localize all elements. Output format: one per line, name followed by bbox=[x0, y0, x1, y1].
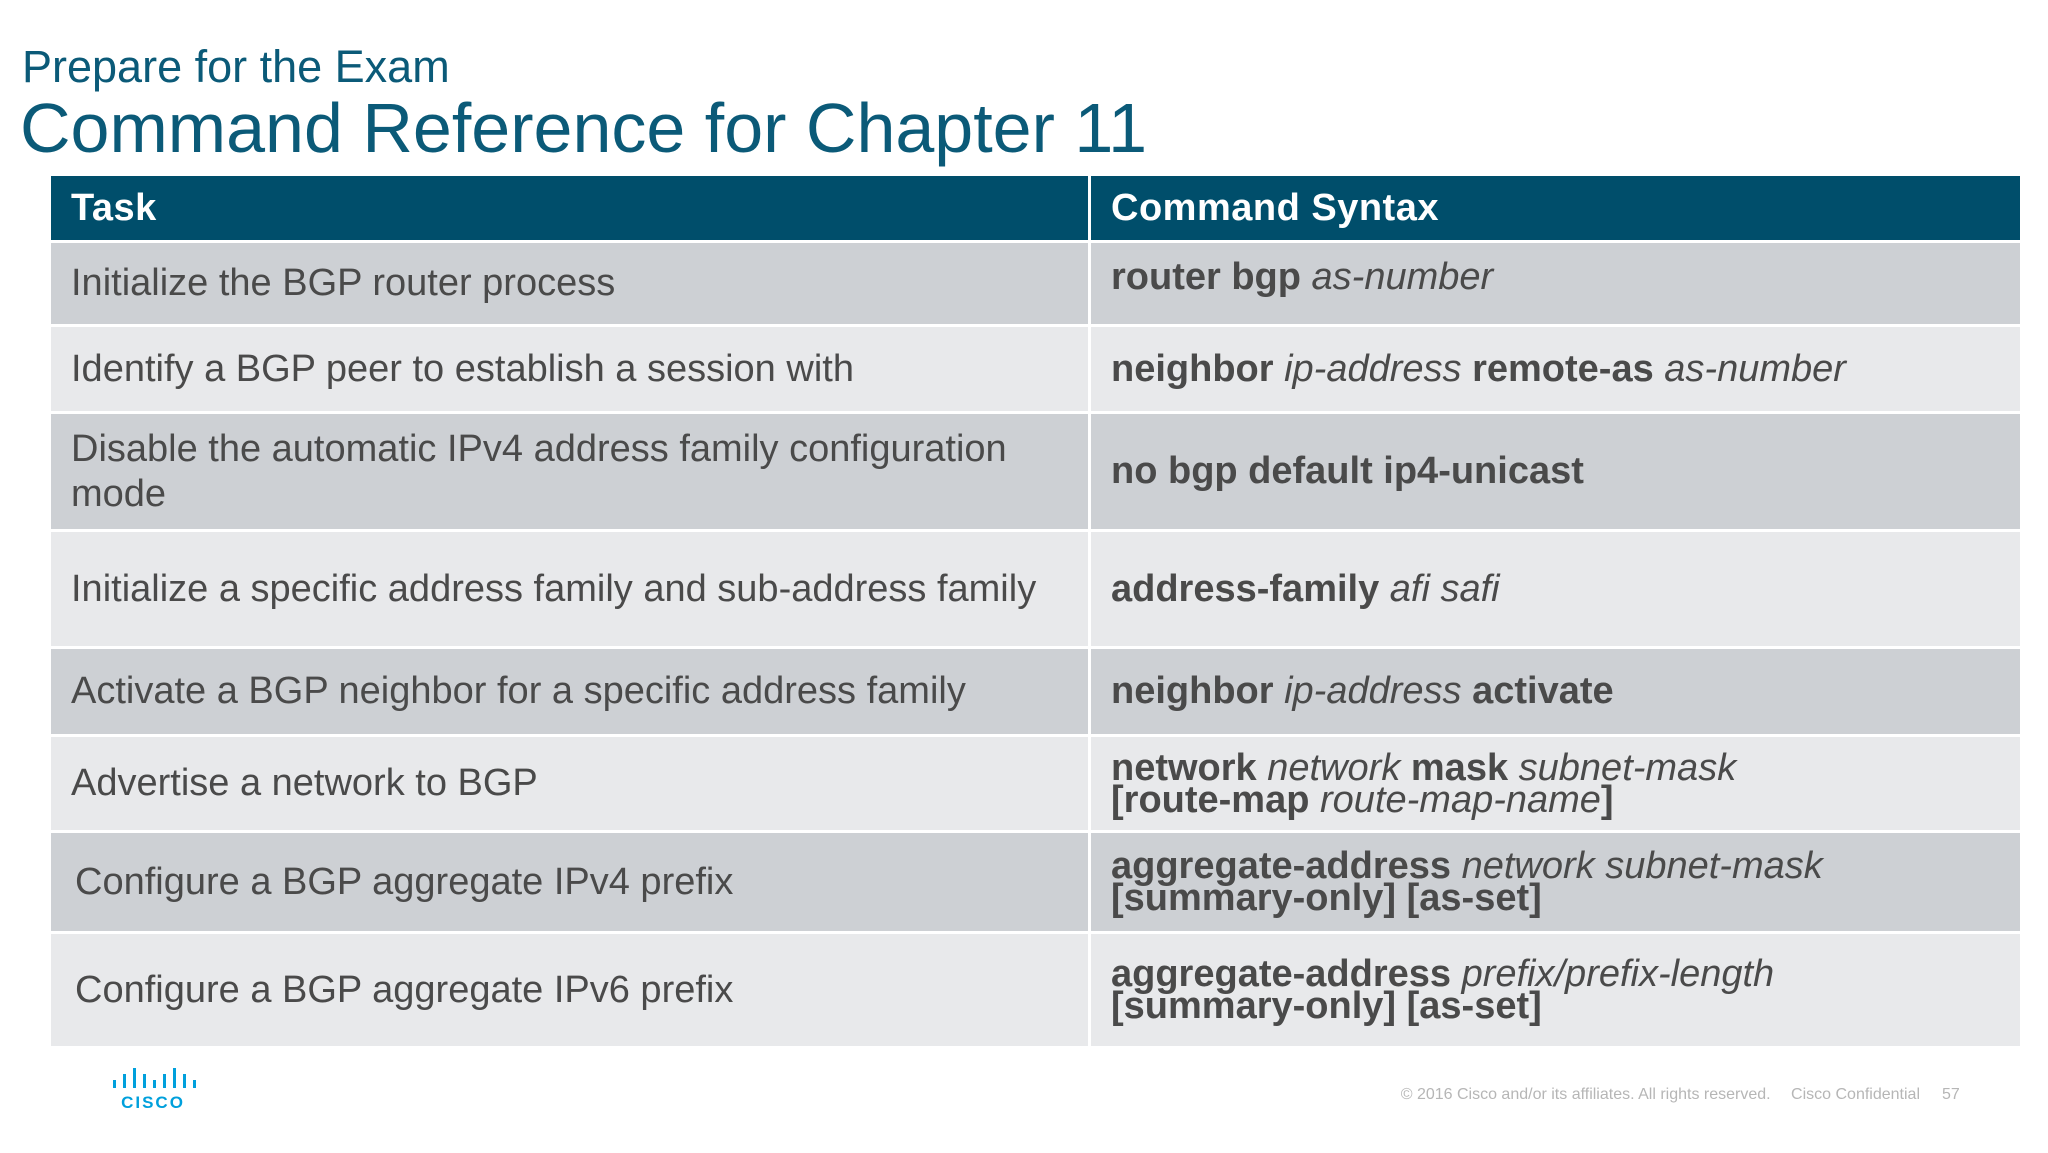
table-row bbox=[50, 326, 2022, 413]
table-row bbox=[50, 648, 2022, 736]
page-number: 57 bbox=[1942, 1086, 1960, 1103]
command-keyword: mask bbox=[1410, 746, 1509, 789]
command-cell bbox=[1090, 832, 2022, 933]
column-header-task: Task bbox=[50, 175, 1090, 242]
command-space bbox=[1462, 670, 1473, 712]
command-argument: ip-address bbox=[1284, 670, 1462, 712]
page-title: Command Reference for Chapter 11 bbox=[20, 89, 1148, 167]
command-cell bbox=[1090, 413, 2022, 531]
task-cell: Initialize a specific address family and sub-address family bbox=[50, 531, 1090, 648]
command-argument: subnet-mask bbox=[1518, 746, 1737, 789]
command-reference-table bbox=[48, 173, 2023, 1049]
command-cell bbox=[1090, 326, 2022, 413]
logo-bar bbox=[173, 1068, 176, 1088]
logo-bar bbox=[153, 1080, 156, 1088]
command-space bbox=[1462, 348, 1473, 390]
footer-legal bbox=[1385, 1086, 1920, 1104]
command-argument: as-number bbox=[1311, 256, 1494, 298]
command-cell bbox=[1090, 531, 2022, 648]
cisco-logo bbox=[110, 1068, 196, 1110]
command-keyword: neighbor bbox=[1111, 347, 1274, 390]
task-cell: Activate a BGP neighbor for a specific address family bbox=[50, 648, 1090, 736]
logo-bar bbox=[163, 1074, 166, 1088]
table-header-row bbox=[50, 175, 2022, 242]
logo-bar bbox=[183, 1074, 186, 1088]
command-keyword: activate bbox=[1472, 670, 1614, 712]
logo-bar bbox=[193, 1080, 196, 1088]
command-space bbox=[1379, 568, 1390, 610]
command-keyword: aggregate-address bbox=[1111, 953, 1452, 995]
logo-bar bbox=[143, 1074, 146, 1088]
command-keyword: network bbox=[1111, 746, 1257, 789]
command-space bbox=[1274, 670, 1285, 712]
command-cell bbox=[1090, 736, 2022, 832]
command-space bbox=[1309, 779, 1320, 821]
command-keyword: ] bbox=[1600, 778, 1614, 821]
confidential-label: Cisco Confidential bbox=[1791, 1086, 1920, 1103]
table-row bbox=[50, 736, 2022, 832]
command-keyword: address-family bbox=[1111, 567, 1380, 610]
copyright-notice: © 2016 Cisco and/or its affiliates. All rights reserved. bbox=[1400, 1086, 1771, 1103]
command-argument: route-map-name bbox=[1320, 778, 1601, 821]
table-row bbox=[50, 413, 2022, 531]
task-cell: Configure a BGP aggregate IPv6 prefix bbox=[50, 933, 1090, 1048]
command-cell bbox=[1090, 648, 2022, 736]
command-keyword: [summary-only] [as-set] bbox=[1111, 985, 1542, 1027]
table-row bbox=[50, 531, 2022, 648]
logo-bar bbox=[123, 1074, 126, 1088]
command-argument: ip-address bbox=[1284, 347, 1462, 390]
command-cell bbox=[1090, 933, 2022, 1048]
command-cell bbox=[1090, 242, 2022, 326]
command-keyword: aggregate-address bbox=[1111, 845, 1452, 887]
task-cell: Disable the automatic IPv4 address family configuration mode bbox=[50, 413, 1090, 531]
command-argument: afi safi bbox=[1389, 567, 1500, 610]
section-subtitle: Prepare for the Exam bbox=[22, 41, 450, 92]
command-keyword: [route-map bbox=[1111, 778, 1310, 821]
table-row bbox=[50, 832, 2022, 933]
table-row bbox=[50, 933, 2022, 1048]
logo-bar bbox=[113, 1080, 116, 1088]
command-keyword: [summary-only] [as-set] bbox=[1111, 877, 1542, 919]
command-space bbox=[1274, 348, 1285, 390]
column-header-command-syntax: Command Syntax bbox=[1090, 175, 2022, 242]
logo-bar bbox=[133, 1068, 136, 1088]
task-cell: Advertise a network to BGP bbox=[50, 736, 1090, 832]
command-keyword: no bgp default ip4-unicast bbox=[1111, 450, 1584, 492]
command-argument: as-number bbox=[1664, 347, 1846, 390]
command-argument: network bbox=[1267, 746, 1401, 789]
task-cell: Initialize the BGP router process bbox=[50, 242, 1090, 326]
task-cell: Configure a BGP aggregate IPv4 prefix bbox=[50, 832, 1090, 933]
command-argument: network subnet-mask bbox=[1461, 845, 1823, 887]
command-keyword: router bgp bbox=[1111, 256, 1301, 298]
table-row bbox=[50, 242, 2022, 326]
command-keyword: neighbor bbox=[1111, 670, 1274, 712]
command-space bbox=[1654, 348, 1665, 390]
command-space bbox=[1301, 256, 1312, 298]
command-keyword: remote-as bbox=[1472, 347, 1654, 390]
logo-wordmark: CISCO bbox=[121, 1093, 185, 1110]
command-argument: prefix/prefix-length bbox=[1461, 953, 1775, 995]
task-cell: Identify a BGP peer to establish a session with bbox=[50, 326, 1090, 413]
